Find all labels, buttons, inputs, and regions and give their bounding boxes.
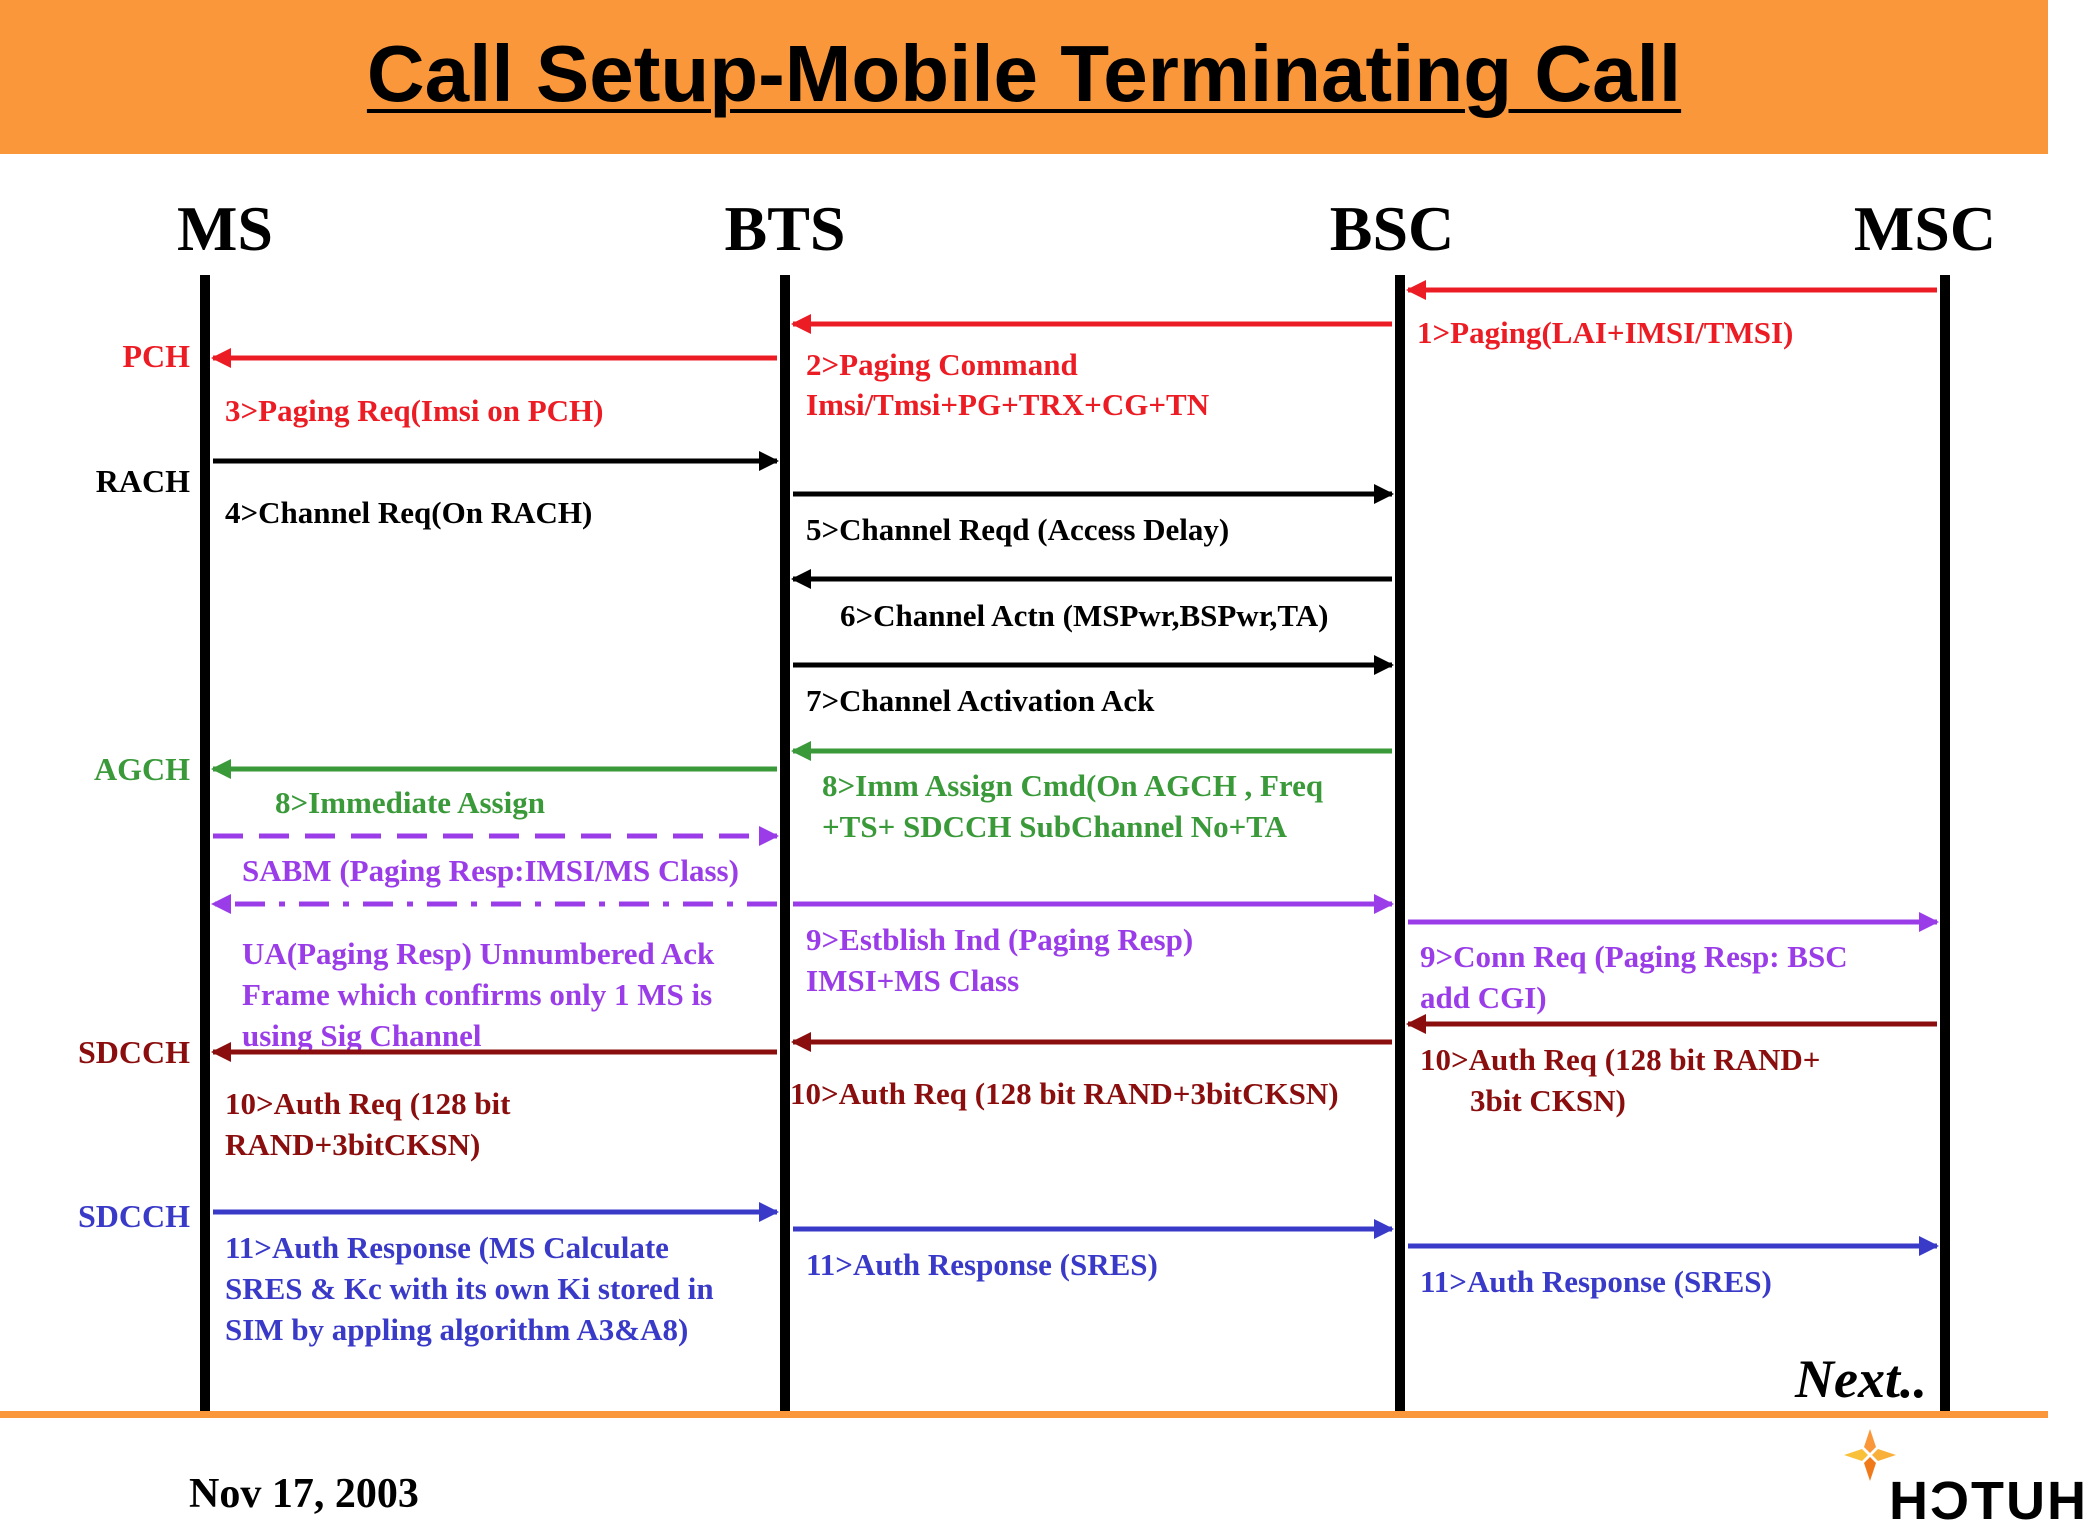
entity-label-bts: BTS — [724, 193, 846, 264]
logo-wordmark — [1887, 1470, 2086, 1532]
entity-label-ms: MS — [177, 193, 273, 264]
channel-label-sdcch: SDCCH — [77, 1198, 190, 1234]
logo-text: HUTCH — [1887, 1471, 2086, 1531]
message-label-13: 9>Conn Req (Paging Resp: BSC — [1420, 939, 1848, 974]
message-label-18: 11>Auth Response (SRES) — [806, 1247, 1158, 1282]
entity-label-bsc: BSC — [1329, 193, 1455, 264]
message-label-8: 8>Imm Assign Cmd(On AGCH , Freq — [822, 768, 1324, 803]
channel-label-pch: PCH — [122, 338, 190, 374]
message-label-5: 5>Channel Reqd (Access Delay) — [806, 512, 1230, 547]
message-label-8: +TS+ SDCCH SubChannel No+TA — [822, 809, 1288, 844]
footer-rule — [0, 1411, 2048, 1418]
message-label-2: 2>Paging Command — [806, 347, 1078, 382]
message-label-17: SRES & Kc with its own Ki stored in — [225, 1271, 714, 1306]
page-title: Call Setup-Mobile Terminating Call — [366, 29, 1682, 118]
entity-label-msc: MSC — [1853, 193, 1997, 264]
message-label-10: SABM (Paging Resp:IMSI/MS Class) — [242, 853, 739, 888]
message-label-11: UA(Paging Resp) Unnumbered Ack — [242, 936, 715, 971]
message-label-2: Imsi/Tmsi+PG+TRX+CG+TN — [806, 387, 1210, 422]
message-label-11: Frame which confirms only 1 MS is — [242, 977, 713, 1012]
message-label-19: 11>Auth Response (SRES) — [1420, 1264, 1772, 1299]
message-label-13: add CGI) — [1420, 980, 1547, 1015]
message-label-14: 3bit CKSN) — [1470, 1083, 1626, 1118]
message-label-1: 1>Paging(LAI+IMSI/TMSI) — [1417, 315, 1794, 350]
message-label-9: 8>Immediate Assign — [275, 785, 545, 820]
message-label-12: IMSI+MS Class — [806, 963, 1020, 998]
message-label-17: SIM by appling algorithm A3&A8) — [225, 1312, 689, 1347]
channel-label-agch: AGCH — [94, 751, 190, 787]
slide-date: Nov 17, 2003 — [189, 1471, 419, 1517]
message-label-6: 6>Channel Actn (MSPwr,BSPwr,TA) — [840, 598, 1329, 633]
message-label-15: 10>Auth Req (128 bit RAND+3bitCKSN) — [790, 1076, 1339, 1111]
channel-label-rach: RACH — [95, 463, 190, 499]
message-label-12: 9>Estblish Ind (Paging Resp) — [806, 922, 1194, 957]
message-label-4: 4>Channel Req(On RACH) — [225, 495, 593, 530]
message-label-17: 11>Auth Response (MS Calculate — [225, 1230, 669, 1265]
message-label-14: 10>Auth Req (128 bit RAND+ — [1420, 1042, 1821, 1077]
message-label-11: using Sig Channel — [242, 1018, 482, 1053]
channel-label-sdcch: SDCCH — [77, 1034, 190, 1070]
message-label-16: 10>Auth Req (128 bit — [225, 1086, 511, 1121]
next-label[interactable]: Next.. — [1795, 1349, 1927, 1409]
message-label-3: 3>Paging Req(Imsi on PCH) — [225, 393, 604, 428]
message-label-16: RAND+3bitCKSN) — [225, 1127, 481, 1162]
message-label-7: 7>Channel Activation Ack — [806, 683, 1155, 718]
